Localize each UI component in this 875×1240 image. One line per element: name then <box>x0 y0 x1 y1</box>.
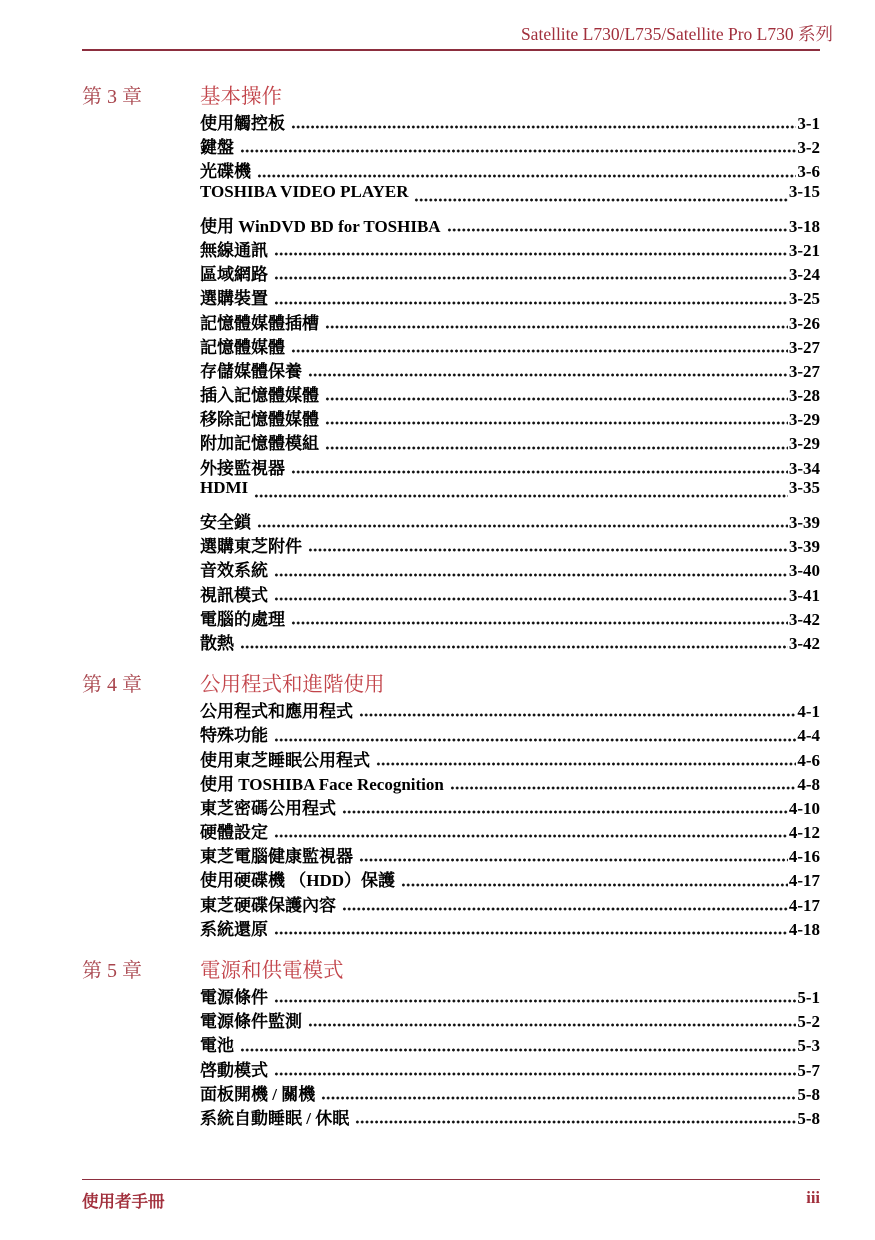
toc-entry-title[interactable]: 電源條件 <box>200 988 268 1007</box>
toc-entry-title[interactable]: 啓動模式 <box>200 1060 268 1080</box>
toc-entry-page[interactable]: 4-10 <box>788 798 820 818</box>
toc-entry-page[interactable]: 4-6 <box>797 750 820 770</box>
toc-entry-title[interactable]: 電腦的處理 <box>200 609 285 629</box>
toc-entry-title[interactable]: 使用觸控板 <box>200 114 285 133</box>
toc-entry-page[interactable]: 3-1 <box>797 114 820 133</box>
toc-entry[interactable] <box>200 605 820 629</box>
dot-leader <box>240 1048 796 1052</box>
toc-entry-title[interactable]: 視訊模式 <box>200 585 268 605</box>
toc-entry-page[interactable]: 4-12 <box>788 823 820 843</box>
toc-entry[interactable] <box>200 532 820 556</box>
toc-entry-page[interactable]: 4-8 <box>797 774 820 794</box>
toc-entry-page[interactable]: 3-27 <box>788 361 820 381</box>
toc-entry[interactable] <box>200 746 820 770</box>
dot-leader <box>274 573 788 577</box>
toc-entry-page[interactable]: 3-24 <box>788 265 820 285</box>
toc-entry-title[interactable]: 電源條件監測 <box>200 1012 302 1032</box>
dot-leader <box>240 645 788 649</box>
toc-entry-title[interactable]: 使用東芝睡眠公用程式 <box>200 750 370 770</box>
dot-leader <box>274 999 796 1003</box>
toc <box>82 79 820 1128</box>
toc-entry-page[interactable]: 5-7 <box>797 1060 820 1080</box>
toc-entry-page[interactable]: 3-26 <box>788 313 820 333</box>
toc-entry[interactable] <box>200 381 820 405</box>
toc-entry-title[interactable]: 散熱 <box>200 633 234 653</box>
chapter-title[interactable]: 電源和供電模式 <box>200 960 344 982</box>
toc-entry-page[interactable]: 3-34 <box>788 458 820 478</box>
manual-toc-page <box>82 0 833 1128</box>
toc-entry-page[interactable]: 3-42 <box>788 633 820 653</box>
toc-entry-title[interactable]: 東芝密碼公用程式 <box>200 798 336 818</box>
toc-entry-title[interactable]: 公用程式和應用程式 <box>200 702 353 722</box>
dot-leader <box>257 174 796 178</box>
toc-entry-title[interactable]: HDMI <box>200 477 249 497</box>
toc-entry[interactable] <box>200 157 820 181</box>
dot-leader <box>325 421 788 425</box>
toc-entry[interactable] <box>200 405 820 429</box>
toc-entry-title[interactable]: 使用硬碟機 （HDD）保護 <box>200 871 396 891</box>
toc-entry-title[interactable]: 選購東芝附件 <box>200 537 302 557</box>
toc-entry[interactable] <box>200 357 820 381</box>
toc-entry-title[interactable]: TOSHIBA VIDEO PLAYER <box>200 181 409 201</box>
toc-entry[interactable] <box>200 1056 820 1080</box>
toc-entry-title[interactable]: 外接監視器 <box>200 458 285 478</box>
toc-entry-title[interactable]: 系統自動睡眠 / 休眠 <box>200 1108 350 1128</box>
dot-leader <box>274 1072 796 1076</box>
toc-entry[interactable] <box>200 309 820 333</box>
toc-entry-page[interactable]: 3-15 <box>788 181 820 201</box>
dot-leader <box>274 276 788 280</box>
toc-entry[interactable] <box>200 818 820 842</box>
toc-entry-title[interactable]: 東芝硬碟保護內容 <box>200 895 336 915</box>
toc-entry[interactable] <box>200 915 820 939</box>
toc-entry-title[interactable]: 特殊功能 <box>200 726 268 746</box>
dot-leader <box>308 548 788 552</box>
toc-entry[interactable] <box>200 1104 820 1128</box>
dot-leader <box>325 397 788 401</box>
toc-entry[interactable] <box>200 429 820 453</box>
chapter-title[interactable]: 公用程式和進階使用 <box>200 674 385 697</box>
toc-entry-title[interactable]: 記憶體媒體插槽 <box>200 313 319 333</box>
toc-entry-title[interactable]: 使用 TOSHIBA Face Recognition <box>200 774 444 794</box>
toc-entry-title[interactable]: 記憶體媒體 <box>200 337 285 357</box>
toc-entry-title[interactable]: 存儲媒體保養 <box>200 361 302 381</box>
toc-entry-page[interactable]: 3-35 <box>788 477 820 497</box>
toc-entry-title[interactable]: 插入記憶體媒體 <box>200 386 319 406</box>
toc-entry-page[interactable]: 5-8 <box>797 1084 820 1104</box>
toc-entry[interactable] <box>200 721 820 745</box>
toc-entry[interactable] <box>200 983 820 1007</box>
dot-leader <box>450 786 796 790</box>
dot-leader <box>274 738 796 742</box>
toc-entry-title[interactable]: 東芝電腦健康監視器 <box>200 847 353 867</box>
header-rule <box>82 49 820 51</box>
toc-entry-title[interactable]: 安全鎖 <box>200 513 251 532</box>
dot-leader <box>291 125 796 129</box>
toc-entry-title[interactable]: 音效系統 <box>200 561 268 581</box>
dot-leader <box>355 1120 796 1124</box>
dot-leader <box>240 149 796 153</box>
toc-entry-page[interactable]: 3-25 <box>788 289 820 309</box>
toc-entry[interactable] <box>200 842 820 866</box>
dot-leader <box>274 834 788 838</box>
dot-leader <box>274 252 788 256</box>
toc-entry[interactable] <box>200 581 820 605</box>
toc-entry-page[interactable]: 4-17 <box>788 871 820 891</box>
toc-entry-page[interactable]: 4-1 <box>797 702 820 722</box>
toc-entry[interactable] <box>200 697 820 721</box>
toc-entry-title[interactable]: 區域網路 <box>200 265 268 285</box>
toc-entry-title[interactable]: 無線通訊 <box>200 240 268 260</box>
dot-leader <box>342 810 788 814</box>
dot-leader <box>321 1096 796 1100</box>
toc-entry-page[interactable]: 3-41 <box>788 585 820 605</box>
toc-entry[interactable] <box>200 629 820 653</box>
toc-entry[interactable] <box>200 212 820 236</box>
toc-chapter <box>82 667 820 939</box>
dot-leader <box>291 470 788 474</box>
toc-entry-title[interactable]: 光碟機 <box>200 162 251 182</box>
toc-entry[interactable] <box>200 866 820 890</box>
dot-leader <box>257 524 788 528</box>
toc-entry-title[interactable]: 面板開機 / 關機 <box>200 1084 316 1104</box>
toc-entry-page[interactable]: 5-3 <box>797 1036 820 1056</box>
toc-entry-page[interactable]: 3-42 <box>788 609 820 629</box>
chapter-label: 第 5 章 <box>82 960 142 982</box>
dot-leader <box>291 349 788 353</box>
dot-leader <box>359 858 788 862</box>
toc-entry-title[interactable]: 使用 WinDVD BD for TOSHIBA <box>200 216 441 236</box>
chapter-title[interactable]: 基本操作 <box>200 86 282 108</box>
toc-entry[interactable] <box>200 260 820 284</box>
toc-entry-page[interactable]: 5-2 <box>797 1012 820 1032</box>
dot-leader <box>325 325 788 329</box>
toc-entry-title[interactable]: 硬體設定 <box>200 823 268 843</box>
toc-entry[interactable] <box>200 556 820 580</box>
toc-entry-page[interactable]: 3-28 <box>788 386 820 406</box>
dot-leader <box>359 713 796 717</box>
dot-leader <box>274 301 788 305</box>
toc-entry-page[interactable]: 3-2 <box>797 138 820 158</box>
toc-entry[interactable] <box>200 891 820 915</box>
toc-entry-page[interactable]: 5-8 <box>797 1108 820 1128</box>
dot-leader <box>308 1023 796 1027</box>
toc-entry[interactable] <box>200 236 820 260</box>
toc-entry[interactable] <box>200 770 820 794</box>
toc-entry-title[interactable]: 附加記憶體模組 <box>200 434 319 454</box>
toc-entry-title[interactable]: 鍵盤 <box>200 138 234 158</box>
dot-leader <box>447 228 788 232</box>
toc-entry[interactable] <box>200 109 820 133</box>
toc-entry[interactable] <box>200 182 820 206</box>
toc-entry-title[interactable]: 移除記憶體媒體 <box>200 410 319 430</box>
toc-entry-page[interactable]: 3-6 <box>797 162 820 182</box>
dot-leader <box>342 907 788 911</box>
chapter-entries <box>200 983 820 1128</box>
toc-entry[interactable] <box>200 333 820 357</box>
chapter-entries <box>200 109 820 653</box>
toc-entry[interactable] <box>200 1007 820 1031</box>
dot-leader <box>274 931 788 935</box>
dot-leader <box>254 494 788 498</box>
dot-leader <box>291 621 788 625</box>
dot-leader <box>401 883 788 887</box>
toc-entry-page[interactable]: 3-18 <box>788 216 820 236</box>
footer-page-number: iii <box>806 1188 820 1207</box>
toc-entry[interactable] <box>200 1080 820 1104</box>
dot-leader <box>376 762 796 766</box>
toc-entry-page[interactable]: 4-17 <box>788 895 820 915</box>
toc-entry-page[interactable]: 3-29 <box>788 410 820 430</box>
toc-chapter <box>82 79 820 653</box>
toc-entry-page[interactable]: 4-18 <box>788 919 820 939</box>
page-footer <box>82 1179 820 1212</box>
dot-leader <box>274 597 788 601</box>
dot-leader <box>308 373 788 377</box>
dot-leader <box>325 446 788 450</box>
chapter-entries <box>200 697 820 939</box>
footer-manual-title: 使用者手冊 <box>82 1192 165 1211</box>
toc-entry-title[interactable]: 電池 <box>200 1036 234 1056</box>
toc-entry[interactable] <box>200 1031 820 1055</box>
toc-entry-page[interactable]: 3-27 <box>788 337 820 357</box>
toc-chapter <box>82 953 820 1128</box>
toc-entry-page[interactable]: 3-21 <box>788 240 820 260</box>
toc-entry-page[interactable]: 4-4 <box>797 726 820 746</box>
toc-entry[interactable] <box>200 284 820 308</box>
toc-entry-title[interactable]: 系統還原 <box>200 919 268 939</box>
toc-entry-page[interactable]: 5-1 <box>797 988 820 1007</box>
toc-entry-page[interactable]: 3-39 <box>788 513 820 532</box>
toc-entry-page[interactable]: 3-39 <box>788 537 820 557</box>
page-header <box>82 0 833 51</box>
footer-rule <box>82 1179 820 1180</box>
toc-entry[interactable] <box>200 794 820 818</box>
header-model-title: Satellite L730/L735/Satellite Pro L730 系列 <box>520 24 833 44</box>
toc-entry[interactable] <box>200 133 820 157</box>
toc-entry-page[interactable]: 3-40 <box>788 561 820 581</box>
dot-leader <box>414 198 787 202</box>
toc-entry[interactable] <box>200 478 820 502</box>
toc-entry[interactable] <box>200 454 820 478</box>
chapter-label: 第 3 章 <box>82 86 142 108</box>
toc-entry-page[interactable]: 4-16 <box>788 847 820 867</box>
toc-entry-title[interactable]: 選購裝置 <box>200 289 268 309</box>
toc-entry-page[interactable]: 3-29 <box>788 434 820 454</box>
toc-entry[interactable] <box>200 508 820 532</box>
chapter-label: 第 4 章 <box>82 674 142 697</box>
